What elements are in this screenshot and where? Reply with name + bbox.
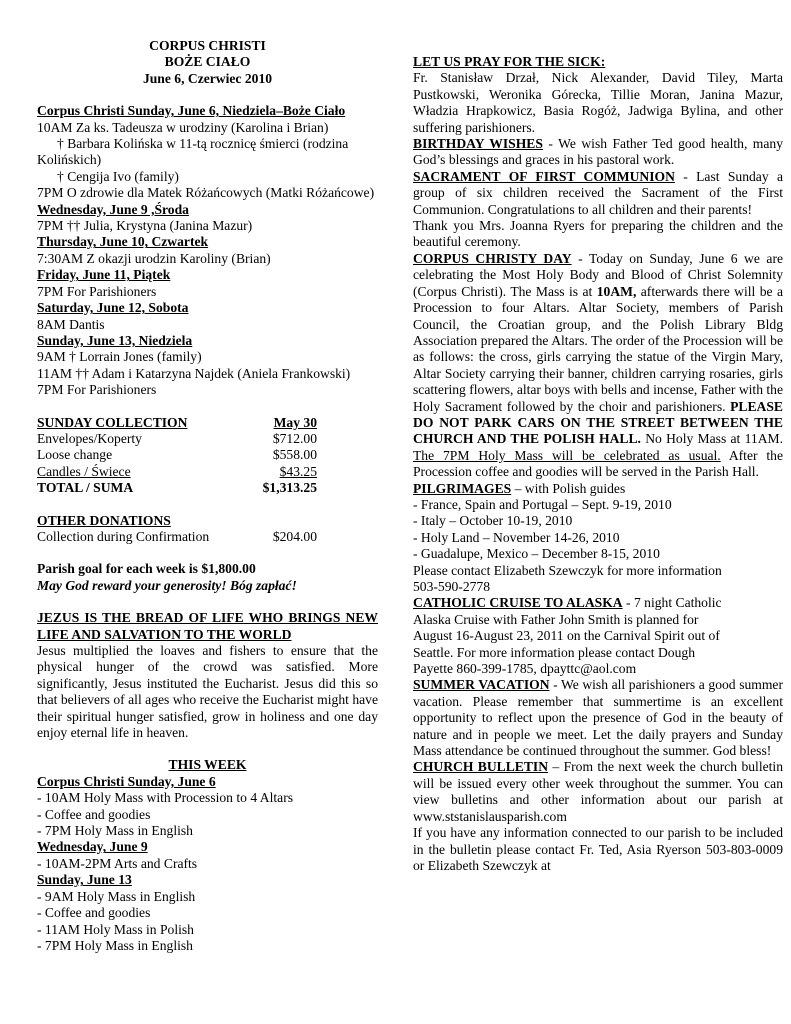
birthday-body: - We wish Father Ted good health, many God’s blessings and graces in his pastoral work.	[413, 136, 783, 168]
communion-title: SACRAMENT OF FIRST COMMUNION	[413, 168, 675, 184]
cruise-text: Seattle. For more information please contact Dough	[413, 644, 695, 660]
jesus-title: JEZUS IS THE BREAD OF LIFE WHO BRINGS NEW LIFE AND SALVATION TO THE WORLD	[37, 610, 378, 642]
corpus-text: No Holy Mass at 11AM.	[640, 431, 783, 447]
pilgrimages-subtitle: – with Polish guides	[511, 480, 626, 496]
parking-notice: PLEASE DO NOT PARK CARS ON THE STREET BETWEEN THE CHURCH AND THE POLISH HALL.	[413, 398, 783, 447]
collection-total-label: TOTAL / SUMA	[37, 480, 134, 496]
schedule-day: Wednesday, June 9 ,Środa	[37, 201, 189, 217]
schedule-item: 7PM For Parishioners	[37, 283, 157, 299]
bulletin-title-polish: BOŻE CIAŁO	[164, 54, 251, 70]
collection-total-row	[37, 480, 317, 496]
schedule-item: 8AM Dantis	[37, 316, 105, 332]
schedule-day: Sunday, June 13, Niedziela	[37, 332, 193, 348]
summer-body: - We wish all parishioners a good summer vacation. Please remember that summertime is an excellent opportunity to reflect upon the presence of God in the beauty of nature and in people we meet. Let the daily prayers and Sunday Mass attendance be continued throughout the summer. God bless!	[413, 677, 783, 759]
schedule-item: 7:30AM Z okazji urodzin Karoliny (Brian)	[37, 250, 271, 266]
evening-mass-notice: The 7PM Holy Mass will be celebrated as usual.	[413, 447, 721, 463]
corpus-text: - Today on Sunday, June 6 we are celebrating the Most Holy Body and Blood of Christ Solemnity (Corpus Christi). The Mass is at	[413, 250, 784, 299]
collection-row	[37, 431, 317, 447]
corpus-section	[413, 251, 783, 481]
collection-amount: $558.00	[272, 447, 317, 463]
birthday-title: BIRTHDAY WISHES	[413, 136, 543, 152]
parish-goal: Parish goal for each week is $1,800.00	[37, 561, 256, 577]
cruise-text: - 7 night Catholic	[622, 595, 722, 611]
pilgrimages-title: PILGRIMAGES	[413, 480, 512, 496]
this-week-item: - Coffee and goodies	[37, 905, 151, 921]
cruise-section	[413, 595, 783, 611]
cruise-title: CATHOLIC CRUISE TO ALASKA	[413, 595, 623, 611]
collection-label: Envelopes/Koperty	[37, 430, 142, 446]
cruise-text: Alaska Cruise with Father John Smith is planned for	[413, 611, 699, 627]
schedule-item: 7PM †† Julia, Krystyna (Janina Mazur)	[37, 218, 253, 234]
pilgrimage-item: - Holy Land – November 14-26, 2010	[413, 529, 620, 545]
schedule-item: † Cengija Ivo (family)	[57, 168, 179, 184]
birthday-section	[413, 136, 783, 169]
cruise-text: August 16-August 23, 2011 on the Carnival Spirit out of	[413, 628, 720, 644]
other-donations-title: OTHER DONATIONS	[37, 512, 171, 528]
corpus-time: 10AM,	[596, 283, 637, 299]
communion-thanks: Thank you Mrs. Joanna Ryers for preparing the children and the beautiful ceremony.	[413, 218, 783, 250]
bulletin-body: – From the next week the church bulletin will be issued every other week throughout the summer. You can view bulletins and other information about our parish at www.ststanislausparish.com	[413, 759, 783, 824]
communion-body: - Last Sunday a group of six children received the Sacrament of the First Communion. Congratulations to all children and their parents!	[413, 168, 783, 217]
bulletin-title: CORPUS CHRISTI	[149, 38, 266, 53]
this-week-day: Wednesday, June 9	[37, 839, 148, 855]
collection-amount: $712.00	[272, 430, 317, 446]
schedule-day: Saturday, June 12, Sobota	[37, 300, 189, 316]
pray-title: LET US PRAY FOR THE SICK:	[413, 54, 606, 69]
other-donations-row	[37, 529, 317, 545]
pray-body: Fr. Stanisław Drzał, Nick Alexander, David Tiley, Marta Pustkowski, Weronika Górecka, Tillie Moran, Janina Mazur, Władzia Hrapkowicz, Basia Rogóż, Jadwiga Bylina, and other suffering parishioners.	[413, 70, 783, 135]
schedule-item: † Barbara Kolińska w 11-tą rocznicę śmierci (rodzina Kolińskich)	[37, 136, 349, 168]
collection-row	[37, 447, 317, 463]
this-week-day: Sunday, June 13	[37, 872, 132, 888]
collection-row	[37, 464, 317, 480]
schedule-day: Thursday, June 10, Czwartek	[37, 234, 209, 250]
reward-line: May God reward your generosity! Bóg zapłać!	[37, 577, 297, 593]
collection-amount: $43.25	[279, 463, 317, 479]
other-donations-amount: $204.00	[272, 528, 317, 544]
schedule-item: 7PM O zdrowie dla Matek Różańcowych (Matki Różańcowe)	[37, 185, 375, 201]
this-week-item: - Coffee and goodies	[37, 806, 151, 822]
this-week-item: - 11AM Holy Mass in Polish	[37, 921, 194, 937]
this-week-item: - 10AM-2PM Arts and Crafts	[37, 855, 198, 871]
collection-label: Candles / Świece	[37, 463, 131, 479]
this-week-item: - 7PM Holy Mass in English	[37, 823, 193, 839]
corpus-text: After the Procession coffee and goodies will be served in the Parish Hall.	[413, 447, 783, 480]
pilgrimage-item: - Guadalupe, Mexico – December 8-15, 2010	[413, 546, 660, 562]
bulletin-title: CHURCH BULLETIN	[413, 759, 549, 775]
cruise-text: Payette 860-399-1785, dpayttc@aol.com	[413, 661, 637, 677]
collection-total-amount: $1,313.25	[262, 480, 317, 496]
this-week-title: THIS WEEK	[168, 757, 247, 773]
collection-title: SUNDAY COLLECTION	[37, 414, 188, 430]
schedule-day: Corpus Christi Sunday, June 6, Niedziela–Boże Ciało	[37, 103, 346, 119]
corpus-text: afterwards there will be a Procession to four Altars. Altar Society, members of Parish Council, the Croatian group, and the Polish Library Bldg Association prepared the Altars. The order of the Procession will be as follows: the cross, girls carrying the statue of the Virgin Mary, Altar Society carrying their banner, children carrying rosaries, girls scattering flowers, altar boys with bells and incense, Father with the Holy Sacrament followed by the choir and parishioners.	[413, 283, 783, 414]
collection-label: Loose change	[37, 447, 113, 463]
this-week-item: - 9AM Holy Mass in English	[37, 888, 196, 904]
this-week-day: Corpus Christi Sunday, June 6	[37, 773, 216, 789]
collection-header	[37, 415, 317, 431]
left-column	[37, 38, 378, 954]
schedule-item: 9AM † Lorrain Jones (family)	[37, 349, 202, 365]
schedule-day: Friday, June 11, Piątek	[37, 267, 171, 283]
right-column	[413, 54, 783, 874]
bulletin-section	[413, 759, 783, 825]
schedule-item: 11AM †† Adam i Katarzyna Najdek (Aniela Frankowski)	[37, 365, 351, 381]
pilgrimage-item: - France, Spain and Portugal – Sept. 9-19, 2010	[413, 496, 672, 512]
summer-section	[413, 677, 783, 759]
schedule-item: 10AM Za ks. Tadeusza w urodziny (Karolina i Brian)	[37, 119, 329, 135]
communion-section	[413, 169, 783, 218]
summer-title: SUMMER VACATION	[413, 677, 550, 693]
collection-date: May 30	[273, 414, 317, 430]
schedule-item: 7PM For Parishioners	[37, 382, 157, 398]
jesus-body: Jesus multiplied the loaves and fishers to ensure that the physical hunger of the crowd was satisfied. More significantly, Jesus instituted the Eucharist. Jesus did this so that believers of all ages who receive the Eucharist might have their spiritual hunger satisfied, grow in holiness and one day enjoy eternal life in heaven.	[37, 643, 378, 741]
bulletin-contact: If you have any information connected to our parish to be included in the bulletin please contact Fr. Ted, Asia Ryerson 503-803-0009 or Elizabeth Szewczyk at	[413, 825, 783, 873]
pilgrimage-contact: Please contact Elizabeth Szewczyk for more information	[413, 562, 722, 578]
bulletin-date: June 6, Czerwiec 2010	[142, 70, 273, 86]
pilgrimage-phone: 503-590-2778	[413, 579, 491, 594]
pilgrimages-section	[413, 481, 783, 497]
pilgrimage-item: - Italy – October 10-19, 2010	[413, 513, 573, 529]
this-week-item: - 7PM Holy Mass in English	[37, 937, 193, 953]
this-week-item: - 10AM Holy Mass with Procession to 4 Altars	[37, 790, 294, 806]
other-donations-label: Collection during Confirmation	[37, 528, 210, 544]
corpus-title: CORPUS CHRISTY DAY	[413, 250, 572, 266]
